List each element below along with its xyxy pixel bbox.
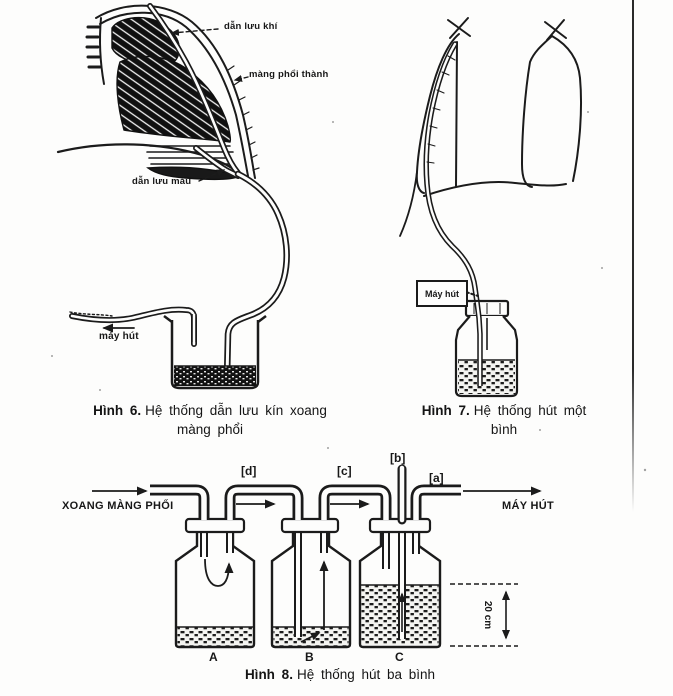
figure7-lungs [400, 18, 581, 302]
figure6-water-seal-beaker [164, 314, 266, 388]
bottle-b-water-seal [272, 519, 350, 647]
page-edge-line [632, 0, 634, 512]
bottle-b-cap [282, 519, 338, 532]
bottle-c-suction-control [360, 519, 440, 647]
dimension-20cm-label: 20 cm [482, 600, 494, 630]
figure8-number: Hình 8. [244, 667, 293, 682]
connector-tubes [150, 468, 462, 520]
figure7-suction-bottle [456, 301, 517, 396]
suction-machine-box [416, 280, 468, 307]
suction-machine-label: máy hút [99, 331, 139, 342]
suction-outlet-label: MÁY HÚT [502, 500, 555, 512]
tube-c-label: [c] [337, 464, 352, 478]
suction-box-label: Máy hút [424, 288, 459, 299]
pleural-cavity-inlet-label: XOANG MÀNG PHỔI [62, 500, 174, 512]
figure6-caption-line1: Hình 6. Hệ thống dẫn lưu kín xoang [93, 403, 327, 418]
tube-a-outlet [416, 490, 461, 520]
spine-column-icon [87, 18, 104, 84]
figure8-caption: Hình 8. Hệ thống hút ba bình [244, 667, 436, 682]
bottle-c-letter: C [395, 650, 404, 664]
tube-d-label: [d] [241, 464, 257, 478]
beaker-liquid [174, 366, 256, 386]
figure7-number: Hình 7. [421, 403, 470, 418]
figure7-caption-line1: Hình 7. Hệ thống hút một [421, 403, 587, 418]
air-drain-label: dẫn lưu khí [224, 21, 278, 32]
bottle-a-collection [176, 519, 254, 647]
parietal-pleura-label: màng phổi thành [249, 69, 329, 80]
blood-drain-label: dẫn lưu máu [132, 176, 192, 187]
tube-c [324, 490, 386, 520]
tube-b-label: [b] [390, 451, 406, 465]
tube-a-label: [a] [429, 471, 444, 485]
right-lung-outline [522, 36, 552, 187]
figure6-caption [60, 401, 360, 439]
clamp-x-marks [448, 18, 566, 40]
left-lung-outline [417, 34, 459, 193]
figure6-number: Hình 6. [93, 403, 142, 418]
tube-d [230, 490, 298, 520]
bottle-a-cap [186, 519, 244, 532]
figure7-caption [388, 401, 620, 439]
bottle-liquid [458, 360, 515, 394]
figure6-caption-line2: màng phổi [176, 422, 244, 437]
bottle-a-letter: A [209, 650, 218, 664]
bottle-b-letter: B [305, 650, 314, 664]
figure7-caption-line2: bình [490, 422, 518, 437]
diaphragm-line [424, 182, 566, 196]
